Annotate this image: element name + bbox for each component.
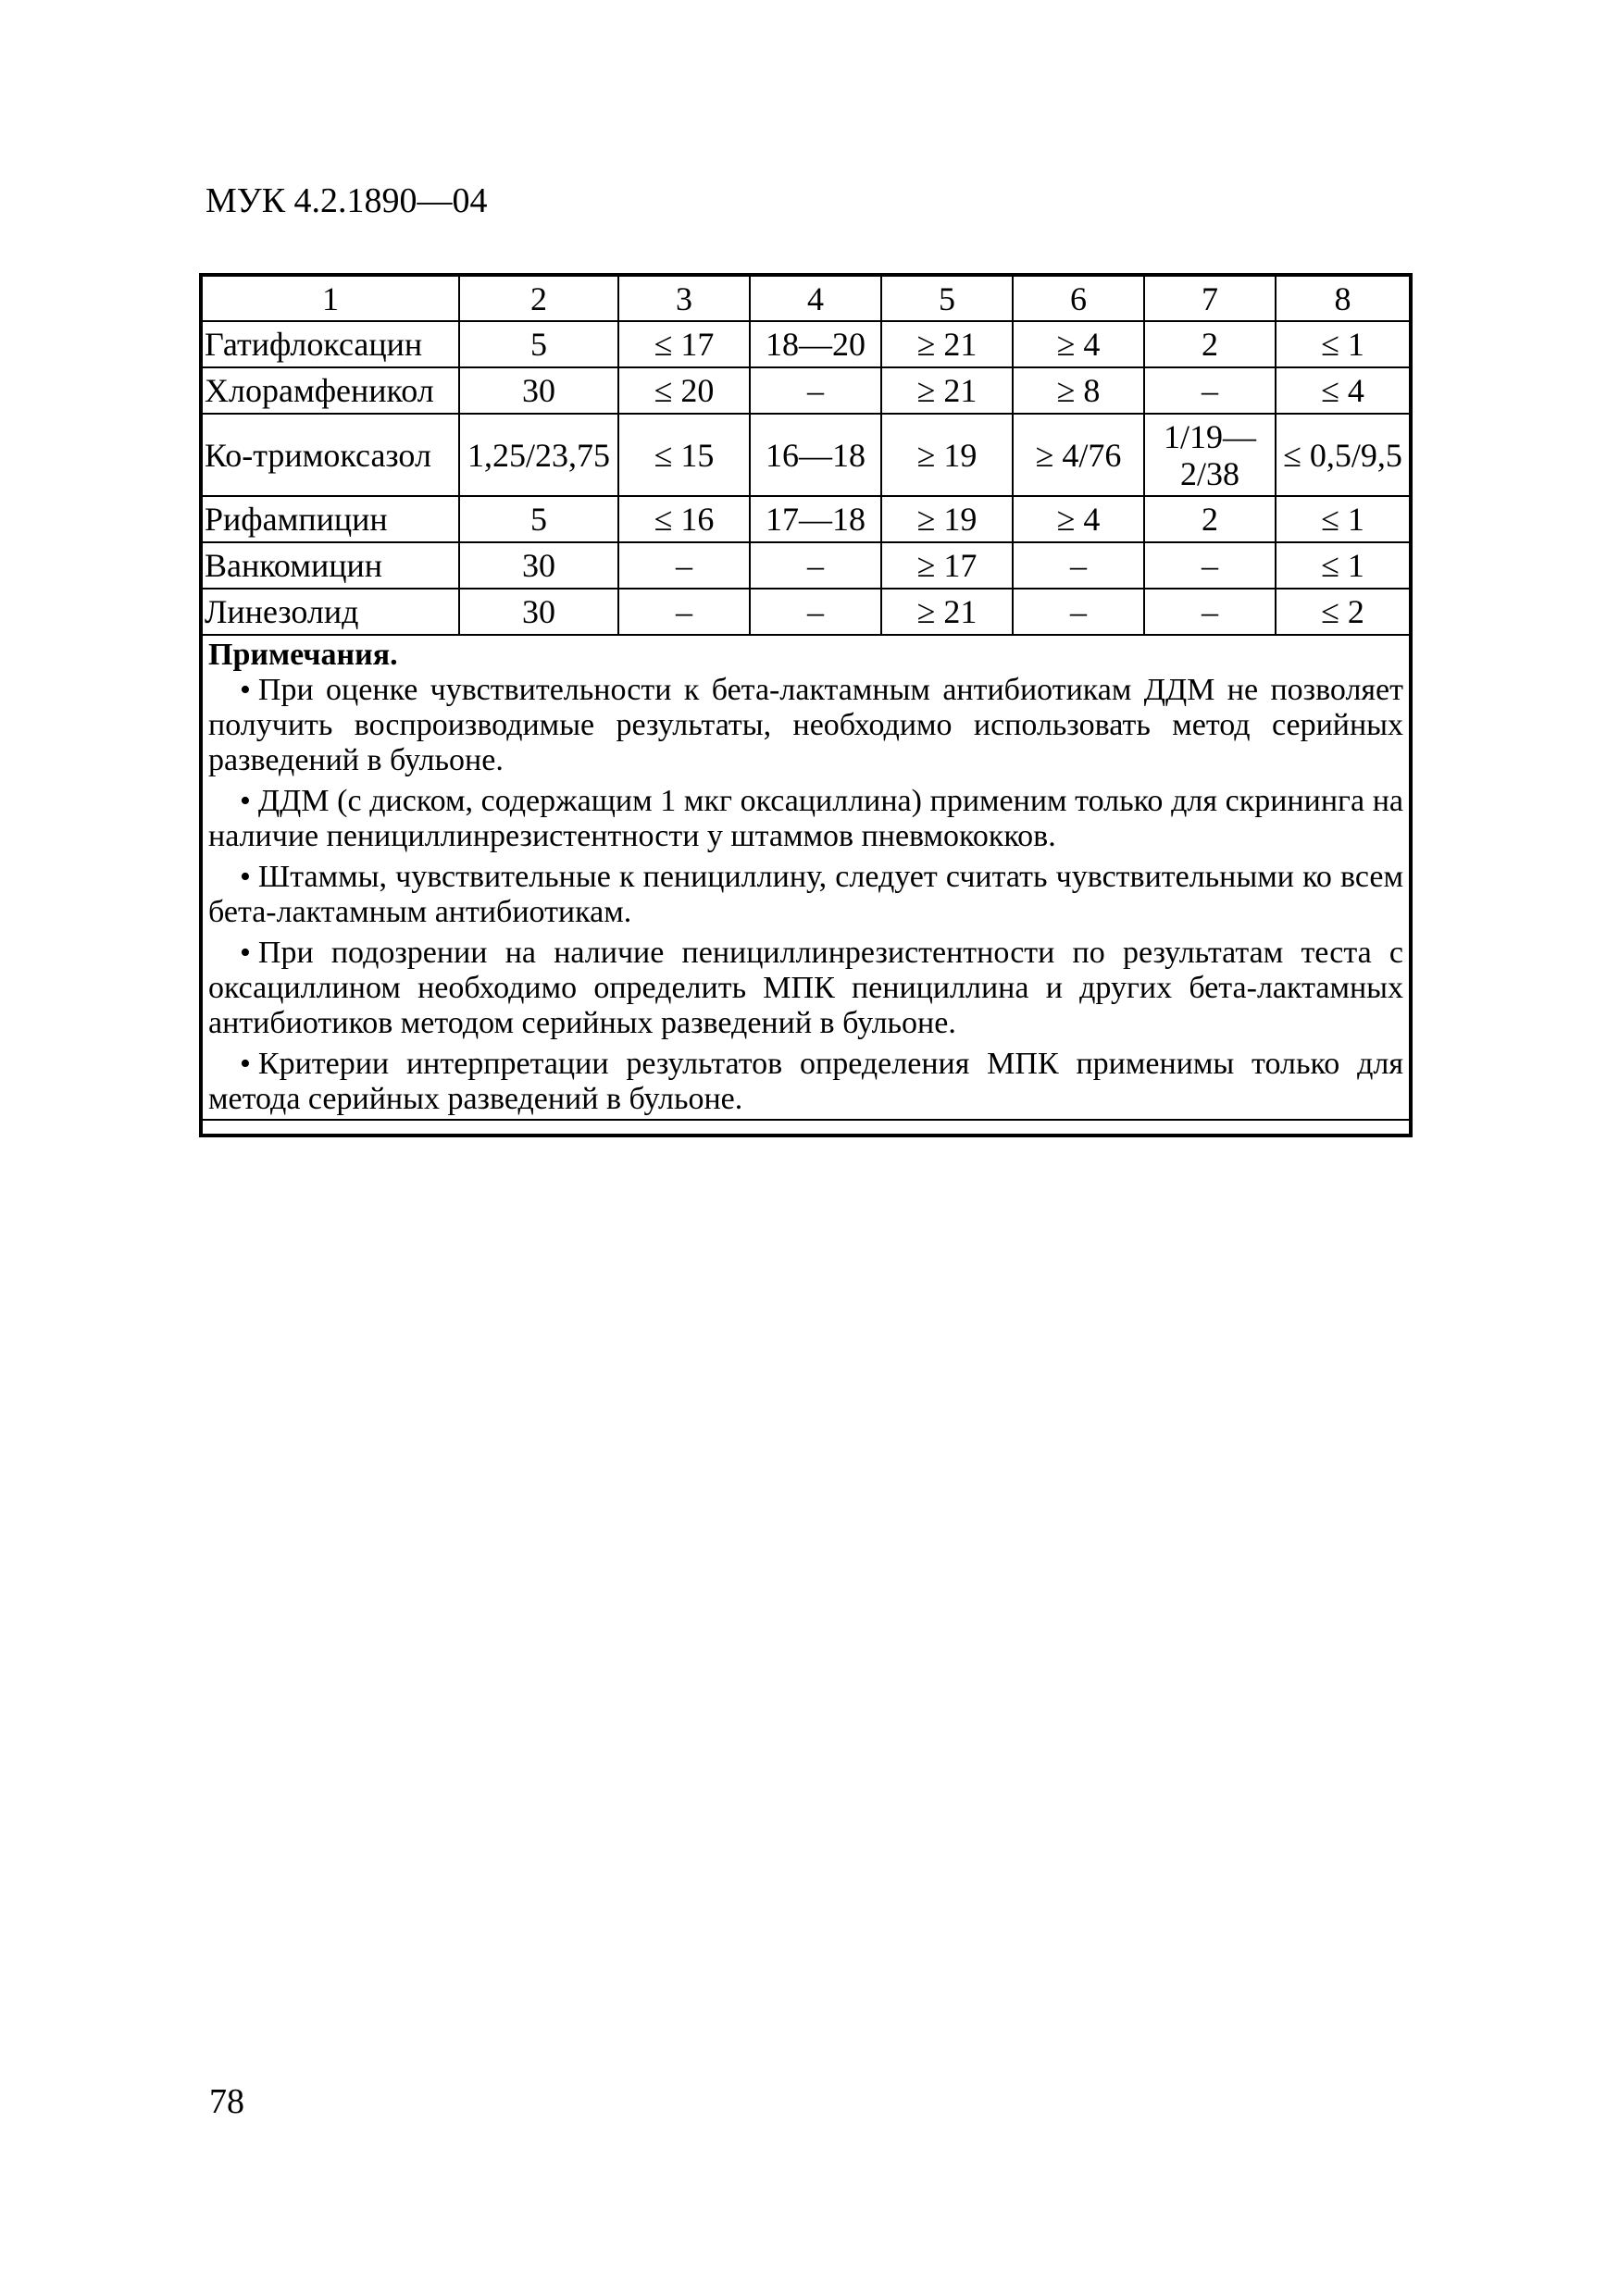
table-cell: 17—18	[750, 496, 881, 542]
antibiotic-name: Гатифлоксацин	[203, 321, 459, 367]
antibiotic-name: Ванкомицин	[203, 542, 459, 589]
table-cell: 2	[1144, 321, 1276, 367]
table-cell: 30	[459, 367, 618, 414]
note-text: При подозрении на наличие пенициллинрезистентности по результатам теста с оксациллином необходимо определить МПК пенициллина и других бета-лактамных антибиотиков методом серийных разведений в бульоне.	[208, 936, 1403, 1040]
note-item	[208, 936, 1403, 1041]
table-cell: 16—18	[750, 414, 881, 496]
table-cell: ≥ 8	[1013, 367, 1144, 414]
table-cell: 5	[459, 321, 618, 367]
table-row	[203, 496, 1409, 542]
table-cell: 30	[459, 589, 618, 635]
table-cell: ≤ 1	[1276, 542, 1409, 589]
table-cell: ≥ 4	[1013, 321, 1144, 367]
column-number-1: 1	[203, 277, 459, 321]
table-cell: ≤ 0,5/9,5	[1276, 414, 1409, 496]
table-cell: 1,25/23,75	[459, 414, 618, 496]
note-item	[208, 1047, 1403, 1117]
susceptibility-table	[199, 273, 1413, 1137]
table-cell: –	[1013, 542, 1144, 589]
note-text: ДДМ (с диском, содержащим 1 мкг оксациллина) применим только для скрининга на наличие пенициллинрезистентности у штаммов пневмококков.	[208, 784, 1403, 853]
document-code: МУК 4.2.1890—04	[205, 181, 488, 220]
page-number: 78	[209, 2082, 244, 2121]
table-cell: ≤ 15	[618, 414, 750, 496]
note-text: При оценке чувствительности к бета-лактамным антибиотикам ДДМ не позволяет получить воспроизводимые результаты, необходимо использовать метод серийных разведений в бульоне.	[208, 673, 1403, 777]
table-cell: ≥ 19	[881, 496, 1013, 542]
table-row	[203, 414, 1409, 496]
header-row	[203, 277, 1409, 321]
notes-title: Примечания.	[208, 638, 398, 672]
column-number-8: 8	[1276, 277, 1409, 321]
bullet-icon: •	[240, 784, 251, 818]
table-cell: ≥ 21	[881, 589, 1013, 635]
column-number-3: 3	[618, 277, 750, 321]
column-number-7: 7	[1144, 277, 1276, 321]
bullet-icon: •	[240, 1047, 251, 1081]
note-item	[208, 860, 1403, 930]
notes-row	[203, 635, 1409, 1120]
table-cell: –	[618, 589, 750, 635]
table-cell: –	[750, 589, 881, 635]
table-cell: ≥ 21	[881, 321, 1013, 367]
table-cell: ≥ 19	[881, 414, 1013, 496]
bullet-icon: •	[240, 860, 251, 894]
note-item	[208, 784, 1403, 854]
table-cell: –	[1144, 367, 1276, 414]
table-cell: ≤ 4	[1276, 367, 1409, 414]
bullet-icon: •	[240, 936, 251, 970]
antibiotic-name: Хлорамфеникол	[203, 367, 459, 414]
table-cell: ≤ 2	[1276, 589, 1409, 635]
antibiotic-name: Ко-тримоксазол	[203, 414, 459, 496]
table-cell: –	[1144, 589, 1276, 635]
table-cell: –	[750, 542, 881, 589]
note-text: Критерии интерпретации результатов определения МПК применимы только для метода серийных разведений в бульоне.	[208, 1047, 1403, 1116]
table-cell: ≤ 20	[618, 367, 750, 414]
bullet-icon: •	[240, 673, 251, 707]
table-cell: –	[618, 542, 750, 589]
table-cell: 5	[459, 496, 618, 542]
table-row	[203, 542, 1409, 589]
table-cell: –	[1144, 542, 1276, 589]
column-number-4: 4	[750, 277, 881, 321]
table-cell: ≥ 17	[881, 542, 1013, 589]
column-number-6: 6	[1013, 277, 1144, 321]
antibiotic-name: Рифампицин	[203, 496, 459, 542]
column-number-2: 2	[459, 277, 618, 321]
table-cell: 30	[459, 542, 618, 589]
table-cell: ≤ 16	[618, 496, 750, 542]
table-cell: ≤ 17	[618, 321, 750, 367]
table-cell: ≥ 4	[1013, 496, 1144, 542]
column-number-5: 5	[881, 277, 1013, 321]
table-row	[203, 367, 1409, 414]
table-cell: ≤ 1	[1276, 496, 1409, 542]
table-row	[203, 589, 1409, 635]
notes-section	[205, 636, 1409, 1119]
table-cell: ≥ 4/76	[1013, 414, 1144, 496]
table-cell: ≤ 1	[1276, 321, 1409, 367]
table-cell: 18—20	[750, 321, 881, 367]
note-item	[208, 673, 1403, 778]
table-cell: –	[750, 367, 881, 414]
table-cell: 2	[1144, 496, 1276, 542]
table-cell: ≥ 21	[881, 367, 1013, 414]
table-cell: –	[1013, 589, 1144, 635]
table-row	[203, 321, 1409, 367]
data-table	[203, 277, 1409, 1121]
table-cell: 1/19— 2/38	[1144, 414, 1276, 496]
antibiotic-name: Линезолид	[203, 589, 459, 635]
note-text: Штаммы, чувствительные к пенициллину, следует считать чувствительными ко всем бета-лактамным антибиотикам.	[208, 860, 1403, 929]
